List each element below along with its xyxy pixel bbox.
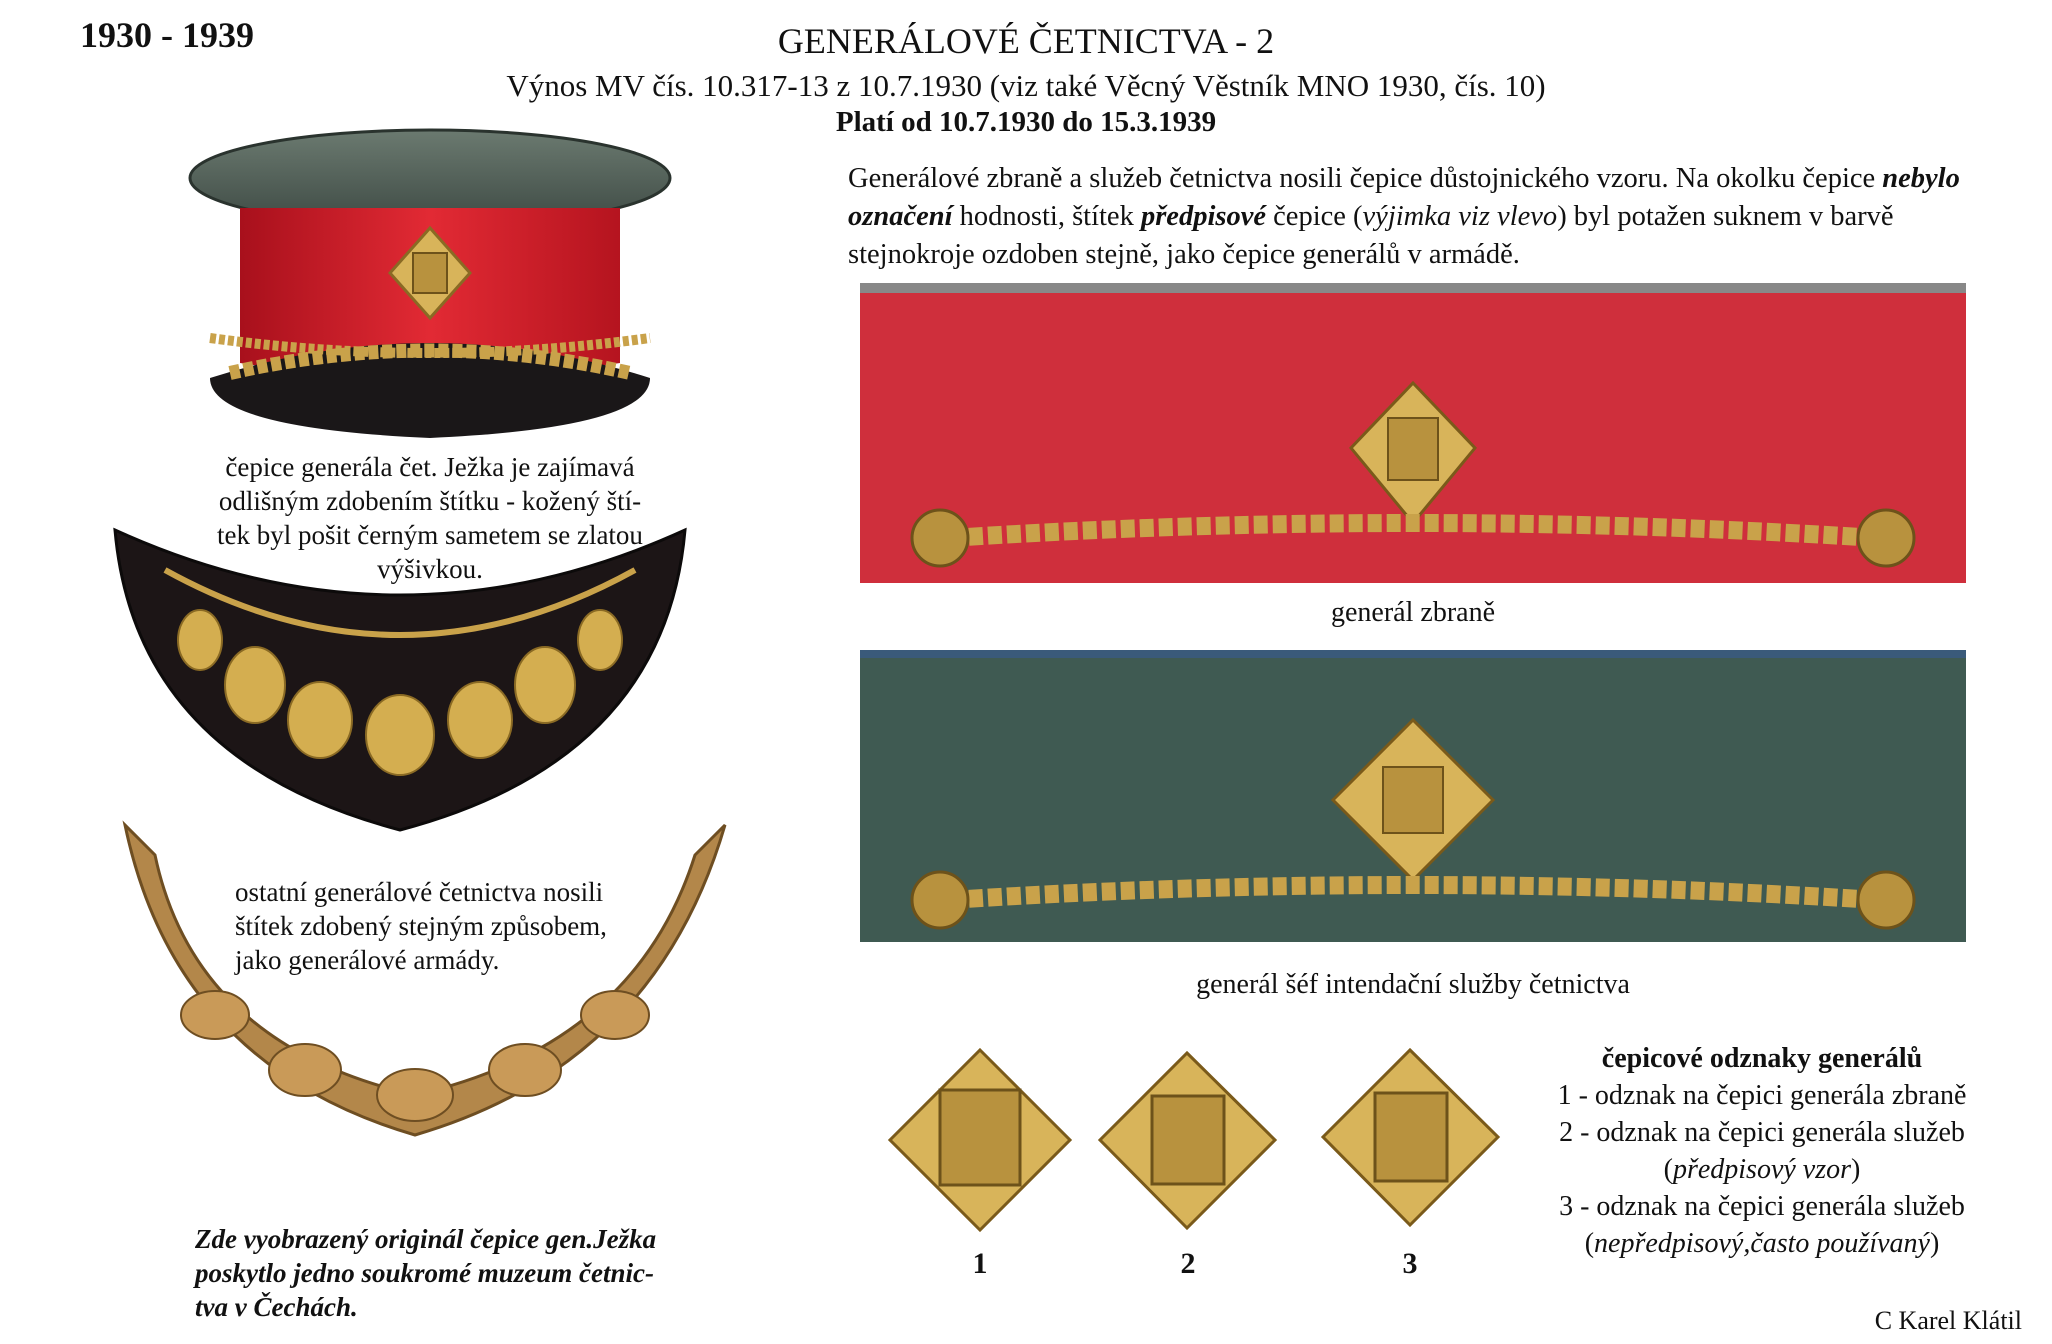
emphasis-regulation: předpisové: [1140, 201, 1267, 232]
validity-line: Platí od 10.7.1930 do 15.3.1939: [835, 106, 1217, 138]
red-band-image: [860, 283, 1966, 583]
cap-caption: čepice generála čet. Ježka je zajímavá odlišným zdobením štítku - kožený ští- tek byl pošit černým sametem se zlatou výšivkou.: [217, 452, 643, 584]
emphasis-no-marking: nebylo označení: [848, 163, 1960, 232]
decree-subtitle: Výnos MV čís. 10.317-13 z 10.7.1930 (viz také Věcný Věstník MNO 1930, čís. 10): [506, 68, 1546, 103]
legend-item-2: 2 - odznak na čepici generála služeb: [1559, 1117, 1965, 1148]
legend-item-3-note: (nepředpisový,často používaný): [1584, 1228, 1940, 1259]
badge-1: [885, 1045, 1075, 1235]
museum-note: Zde vyobrazený originál čepice gen.Ježka poskytlo jedno soukromé muzeum četnic- tva v Čechách.: [195, 1224, 657, 1322]
legend-item-2-note: (předpisový vzor): [1663, 1154, 1861, 1185]
green-band-image: [860, 650, 1966, 942]
legend-title: čepicové odznaky generálů: [1601, 1043, 1923, 1074]
years-label: 1930 - 1939: [80, 15, 254, 55]
cap-photo: [170, 128, 690, 448]
oak-visor-photo: [115, 815, 735, 1160]
arms-caption: generál zbraně: [1331, 597, 1495, 628]
services-caption: generál šéf intendační služby četnictva: [1196, 969, 1630, 1000]
badge-number-2: 2: [1180, 1247, 1196, 1280]
badge-number-1: 1: [972, 1247, 988, 1280]
copyright: C Karel Klátil: [1874, 1306, 2022, 1335]
badge-number-3: 3: [1402, 1247, 1418, 1280]
badges-legend: [1522, 1040, 2002, 1262]
badge-3: [1318, 1045, 1503, 1230]
visor-caption: ostatní generálové četnictva nosili štítek zdobený stejným způsobem, jako generálové armády.: [235, 877, 607, 975]
legend-item-1: 1 - odznak na čepici generála zbraně: [1557, 1080, 1967, 1111]
velvet-visor-photo: [105, 510, 695, 840]
badge-2: [1095, 1048, 1280, 1233]
exception-note: výjimka viz vlevo: [1362, 201, 1558, 232]
intro-paragraph: Generálové zbraně a služeb četnictva nosili čepice důstojnického vzoru. Na okolku čepice nebylo označení hodnosti, štítek předpisové čepice (výjimka viz vlevo) byl potažen suknem v barvě stejnokroje ozdoben stejně, jako čepice generálů v armádě.: [848, 163, 1960, 270]
page-title: GENERÁLOVÉ ČETNICTVA - 2: [777, 21, 1275, 61]
legend-item-3: 3 - odznak na čepici generála služeb: [1559, 1191, 1965, 1222]
